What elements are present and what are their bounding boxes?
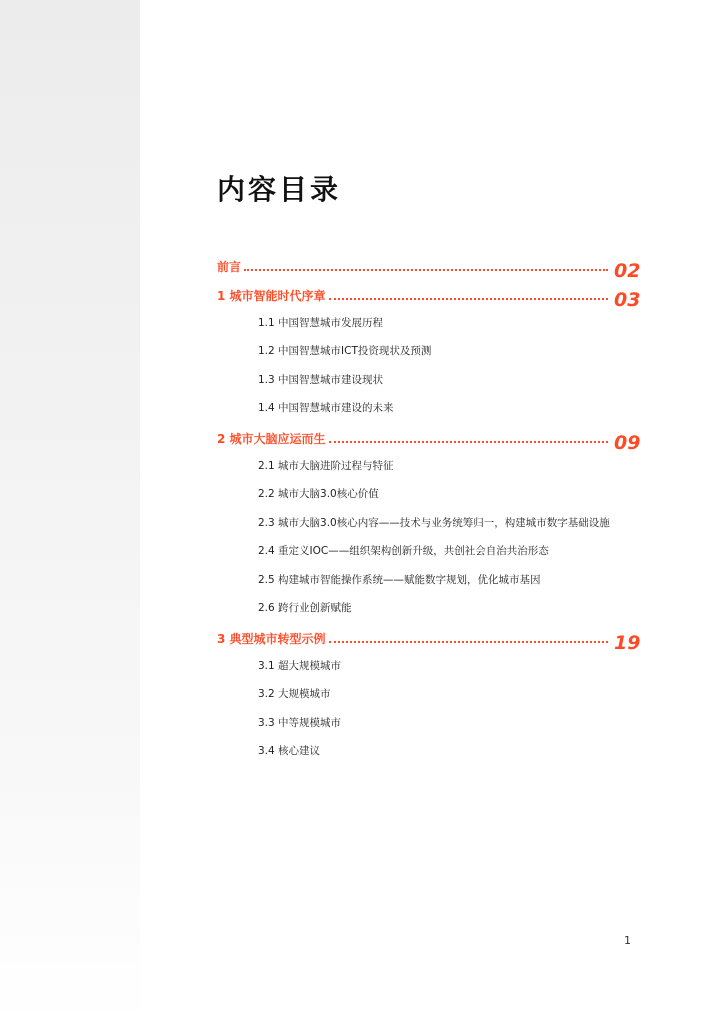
toc-chapter[interactable] [217, 279, 642, 311]
toc-section[interactable]: 1.2 中国智慧城市ICT投资现状及预测 [258, 345, 432, 358]
toc-page-number: 19 [614, 632, 641, 654]
toc-section[interactable]: 2.1 城市大脑进阶过程与特征 [258, 459, 394, 472]
toc-section[interactable]: 2.3 城市大脑3.0核心内容——技术与业务统筹归一，构建城市数字基础设施 [258, 516, 610, 529]
toc-page-number: 09 [614, 432, 641, 454]
sidebar-band [0, 0, 140, 1024]
toc-section[interactable]: 2.2 城市大脑3.0核心价值 [258, 488, 379, 501]
page-number: 1 [624, 934, 631, 947]
table-of-contents [217, 250, 642, 765]
toc-section[interactable]: 3.3 中等规模城市 [258, 716, 342, 729]
toc-section[interactable]: 3.4 核心建议 [258, 745, 321, 758]
toc-dot-leader [244, 269, 608, 271]
toc-section[interactable]: 2.5 构建城市智能操作系统——赋能数字规划，优化城市基因 [258, 573, 541, 586]
toc-chapter[interactable] [217, 250, 642, 282]
toc-section[interactable]: 1.3 中国智慧城市建设现状 [258, 373, 384, 386]
toc-chapter-title: 1 城市智能时代序章 [217, 289, 326, 303]
toc-section[interactable]: 2.4 重定义IOC——组织架构创新升级，共创社会自治共治形态 [258, 545, 549, 558]
toc-dot-leader [329, 441, 608, 443]
toc-page-number: 02 [614, 260, 641, 282]
toc-chapter-title: 前言 [217, 260, 242, 274]
toc-dot-leader [329, 641, 608, 643]
page-title: 内容目录 [217, 173, 342, 206]
toc-section[interactable]: 3.2 大规模城市 [258, 688, 331, 701]
toc-chapter[interactable] [217, 422, 642, 454]
toc-page-number: 03 [614, 289, 641, 311]
toc-section[interactable]: 1.1 中国智慧城市发展历程 [258, 316, 384, 329]
toc-chapter[interactable] [217, 622, 642, 654]
toc-section[interactable]: 3.1 超大规模城市 [258, 659, 342, 672]
toc-chapter-title: 3 典型城市转型示例 [217, 632, 326, 646]
toc-dot-leader [329, 298, 608, 300]
toc-section[interactable]: 1.4 中国智慧城市建设的未来 [258, 402, 394, 415]
toc-section[interactable]: 2.6 跨行业创新赋能 [258, 602, 352, 615]
toc-chapter-title: 2 城市大脑应运而生 [217, 432, 326, 446]
